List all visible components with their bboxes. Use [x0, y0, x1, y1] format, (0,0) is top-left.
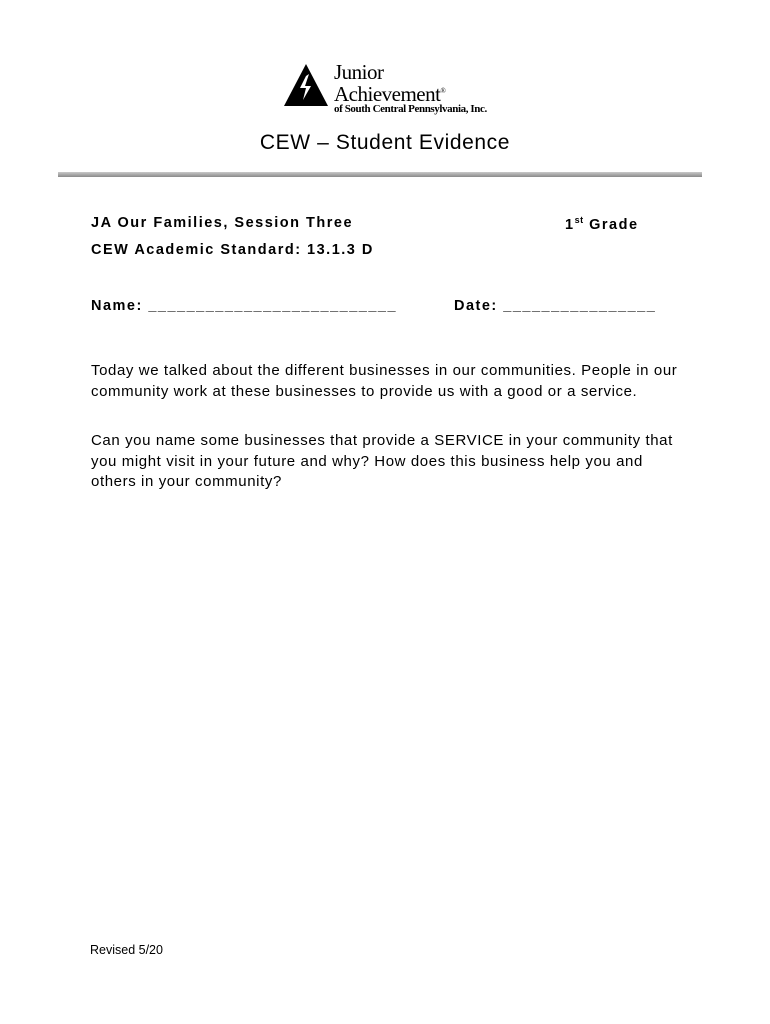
- header-divider: [58, 172, 702, 177]
- logo-text-achievement: Achievement®: [334, 82, 446, 106]
- question-paragraph: Can you name some businesses that provide a SERVICE in your community that you might visit in your future and why? How does this business help you and others in your community?: [91, 432, 673, 490]
- registered-mark: ®: [440, 87, 446, 95]
- intro-paragraph: Today we talked about the different businesses in our communities. People in our community work at these businesses to provide us with a good or a service.: [91, 362, 678, 400]
- date-field[interactable]: Date: ________________: [454, 298, 657, 314]
- logo-text-region: of South Central Pennsylvania, Inc.: [334, 103, 487, 115]
- academic-standard: CEW Academic Standard: 13.1.3 D: [91, 242, 374, 258]
- junior-achievement-logo: [284, 62, 494, 120]
- revision-note: Revised 5/20: [90, 943, 163, 957]
- page-title: CEW – Student Evidence: [259, 131, 511, 154]
- session-title: JA Our Families, Session Three: [91, 215, 354, 231]
- pyramid-logo-icon: [284, 64, 328, 106]
- logo-text-junior: Junior: [334, 60, 384, 84]
- name-field[interactable]: Name: __________________________: [91, 298, 398, 314]
- grade-label: 1st Grade: [565, 215, 639, 233]
